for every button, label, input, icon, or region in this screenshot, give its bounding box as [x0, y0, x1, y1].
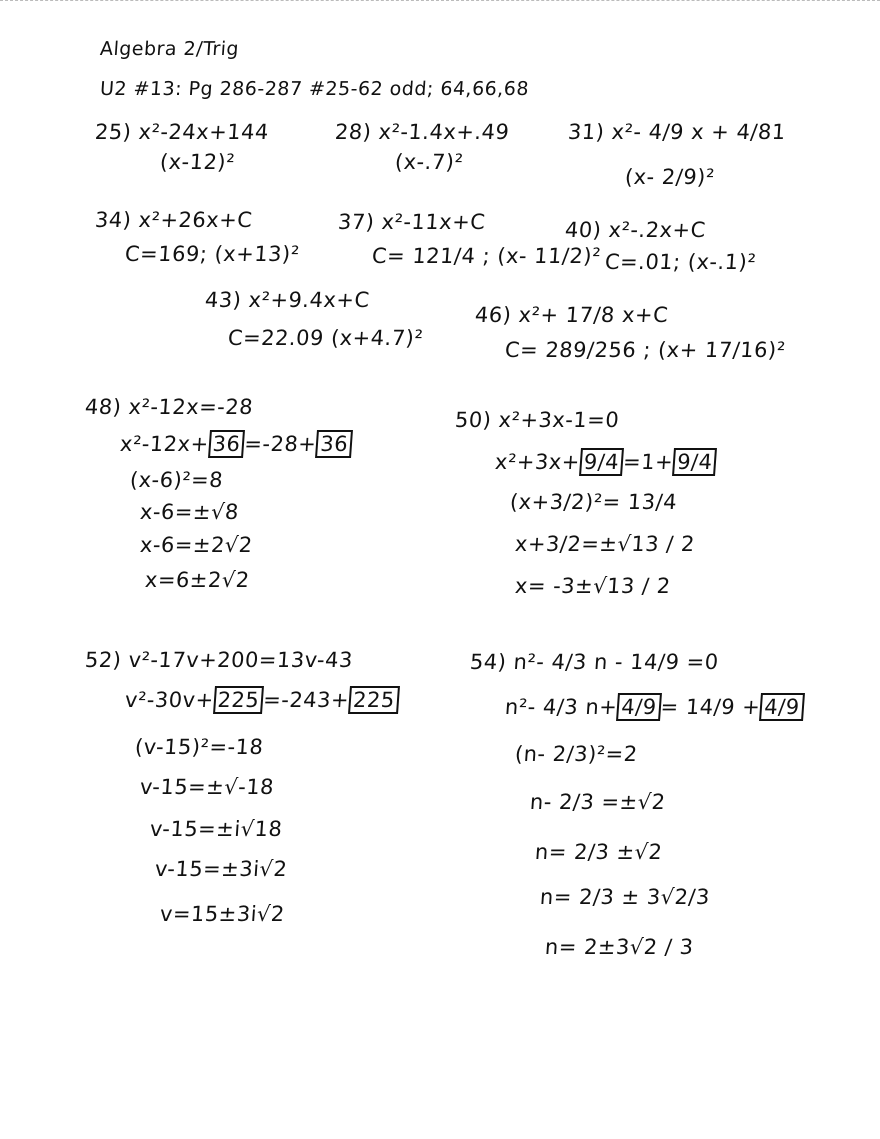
problem-43: 43) x²+9.4x+C — [204, 288, 371, 312]
problem-37-answer: C= 121/4 ; (x- 11/2)² — [371, 244, 602, 268]
problem-31-answer: (x- 2/9)² — [624, 165, 716, 189]
problem-50: 50) x²+3x-1=0 — [454, 408, 621, 432]
problem-48-answer: x=6±2√2 — [144, 568, 251, 592]
page-title: Algebra 2/Trig — [99, 38, 240, 60]
problem-50-step: x+3/2=±√13 / 2 — [514, 532, 696, 556]
problem-48: 48) x²-12x=-28 — [84, 395, 254, 419]
problem-40-answer: C=.01; (x-.1)² — [604, 250, 758, 274]
problem-52: 52) v²-17v+200=13v-43 — [84, 648, 354, 672]
problem-54-step: n- 2/3 =±√2 — [529, 790, 667, 814]
problem-34: 34) x²+26x+C — [94, 208, 254, 232]
problem-37: 37) x²-11x+C — [337, 210, 487, 234]
problem-54-step: (n- 2/3)²=2 — [514, 742, 639, 766]
problem-34-answer: C=169; (x+13)² — [124, 242, 301, 266]
problem-48-step: (x-6)²=8 — [129, 468, 224, 492]
problem-48-step: x-6=±√8 — [139, 500, 240, 524]
problem-54-step: n= 2/3 ±√2 — [534, 840, 664, 864]
problem-28: 28) x²-1.4x+.49 — [334, 120, 511, 144]
problem-28-answer: (x-.7)² — [394, 150, 465, 174]
problem-48-step: x²-12x+ 36 =-28+ 36 — [119, 432, 353, 456]
problem-25-answer: (x-12)² — [159, 150, 236, 174]
problem-50-step: (x+3/2)²= 13/4 — [509, 490, 678, 514]
problem-43-answer: C=22.09 (x+4.7)² — [227, 326, 425, 350]
problem-52-step: (v-15)²=-18 — [134, 735, 265, 759]
problem-52-answer: v=15±3i√2 — [159, 902, 286, 926]
assignment-line: U2 #13: Pg 286-287 #25-62 odd; 64,66,68 — [99, 78, 530, 100]
problem-52-step: v-15=±i√18 — [149, 817, 284, 841]
problem-54: 54) n²- 4/3 n - 14/9 =0 — [469, 650, 720, 674]
problem-52-step: v-15=±3i√2 — [154, 857, 289, 881]
problem-54-answer: n= 2±3√2 / 3 — [544, 935, 695, 959]
problem-46-answer: C= 289/256 ; (x+ 17/16)² — [504, 338, 787, 362]
problem-40: 40) x²-.2x+C — [564, 218, 707, 242]
problem-25: 25) x²-24x+144 — [94, 120, 270, 144]
scan-edge — [0, 0, 880, 4]
problem-54-step: n= 2/3 ± 3√2/3 — [539, 885, 711, 909]
problem-46: 46) x²+ 17/8 x+C — [474, 303, 670, 327]
problem-50-step: x²+3x+ 9/4 =1+ 9/4 — [494, 450, 717, 474]
problem-48-step: x-6=±2√2 — [139, 533, 254, 557]
problem-31: 31) x²- 4/9 x + 4/81 — [567, 120, 787, 144]
problem-52-step: v²-30v+ 225 =-243+ 225 — [124, 688, 399, 712]
problem-54-step: n²- 4/3 n+ 4/9 = 14/9 + 4/9 — [504, 695, 804, 719]
problem-52-step: v-15=±√-18 — [139, 775, 275, 799]
problem-50-answer: x= -3±√13 / 2 — [514, 574, 672, 598]
